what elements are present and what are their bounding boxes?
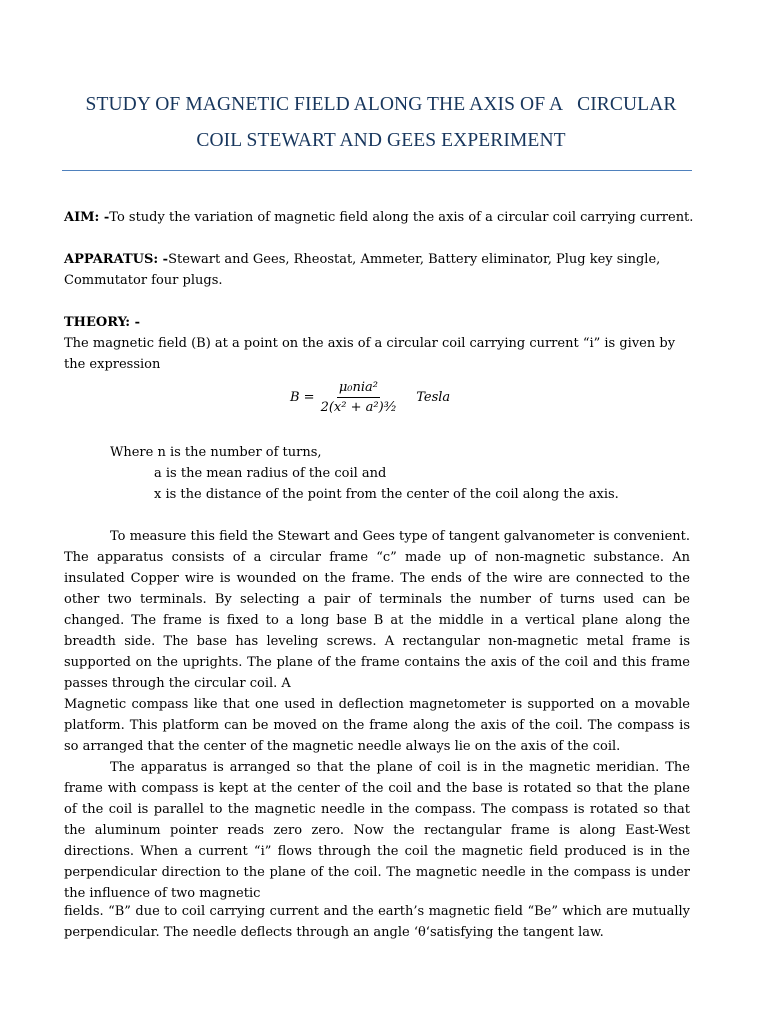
title-divider xyxy=(62,170,692,171)
where-line-3: x is the distance of the point from the center of the coil along the axis. xyxy=(154,487,619,502)
aim-text: To study the variation of magnetic field along the axis of a circular coil carrying current. xyxy=(109,210,694,225)
magnetic-field-formula xyxy=(290,374,450,420)
formula-unit: Tesla xyxy=(416,389,451,405)
theory-intro: The magnetic field (B) at a point on the axis of a circular coil carrying current “i” is given by the expression xyxy=(64,336,676,372)
apparatus-section xyxy=(64,249,696,291)
document-title xyxy=(60,0,702,159)
title-line-2: COIL STEWART AND GEES EXPERIMENT xyxy=(196,130,566,151)
theory-heading: THEORY: - xyxy=(64,315,140,330)
formula-fraction xyxy=(321,380,397,415)
where-line-1: Where n is the number of turns, xyxy=(110,445,322,460)
title-line-1: STUDY OF MAGNETIC FIELD ALONG THE AXIS OF A CIRCULAR xyxy=(85,94,677,115)
paragraph-procedure: The apparatus is arranged so that the plane of coil is in the magnetic meridian. The frame with compass is kept at the center of the coil and the base is rotated so that the plane of the coil is parallel to the magnetic needle in the compass. The compass is rotated so that the aluminum pointer reads zero zero. Now the rectangular frame is along East-West directions. When a current “i” flows through the coil the magnetic field produced is in the perpendicular direction to the plane of the coil. The magnetic needle in the compass is under the influence of two magnetic xyxy=(64,760,690,901)
apparatus-label: APPARATUS: - xyxy=(64,252,169,267)
aim-section xyxy=(64,207,704,228)
paragraph-compass-description: Magnetic compass like that one used in deflection magnetometer is supported on a movable platform. This platform can be moved on the frame along the axis of the coil. The compass is so arranged that the center of the magnetic needle always lie on the axis of the coil. xyxy=(64,697,690,754)
paragraph-apparatus-description: To measure this field the Stewart and Gees type of tangent galvanometer is convenient. The apparatus consists of a circular frame “c” made up of non-magnetic substance. An insulated Copper wire is wounded on the frame. The ends of the wire are connected to the other two terminals. By selecting a pair of terminals the number of turns used can be changed. The frame is fixed to a long base B at the middle in a vertical plane along the breadth side. The base has leveling screws. A rectangular non-magnetic metal frame is supported on the uprights. The plane of the frame contains the axis of the coil and this frame passes through the circular coil. A xyxy=(64,529,690,691)
formula-numerator: μ₀nia² xyxy=(337,380,380,398)
paragraph-tangent-law: fields. “B” due to coil carrying current and the earth’s magnetic field “Be” which are mutually perpendicular. The needle deflects through an angle ‘θ‘satisfying the tangent law. xyxy=(64,904,690,940)
formula-lhs: B = xyxy=(290,389,315,405)
formula-denominator: 2(x² + a²)³⁄₂ xyxy=(320,399,397,415)
aim-label: AIM: - xyxy=(64,210,110,225)
where-line-2: a is the mean radius of the coil and xyxy=(154,466,387,481)
apparatus-text: Stewart and Gees, Rheostat, Ammeter, Battery eliminator, Plug key single, Commutator four plugs. xyxy=(64,252,661,288)
